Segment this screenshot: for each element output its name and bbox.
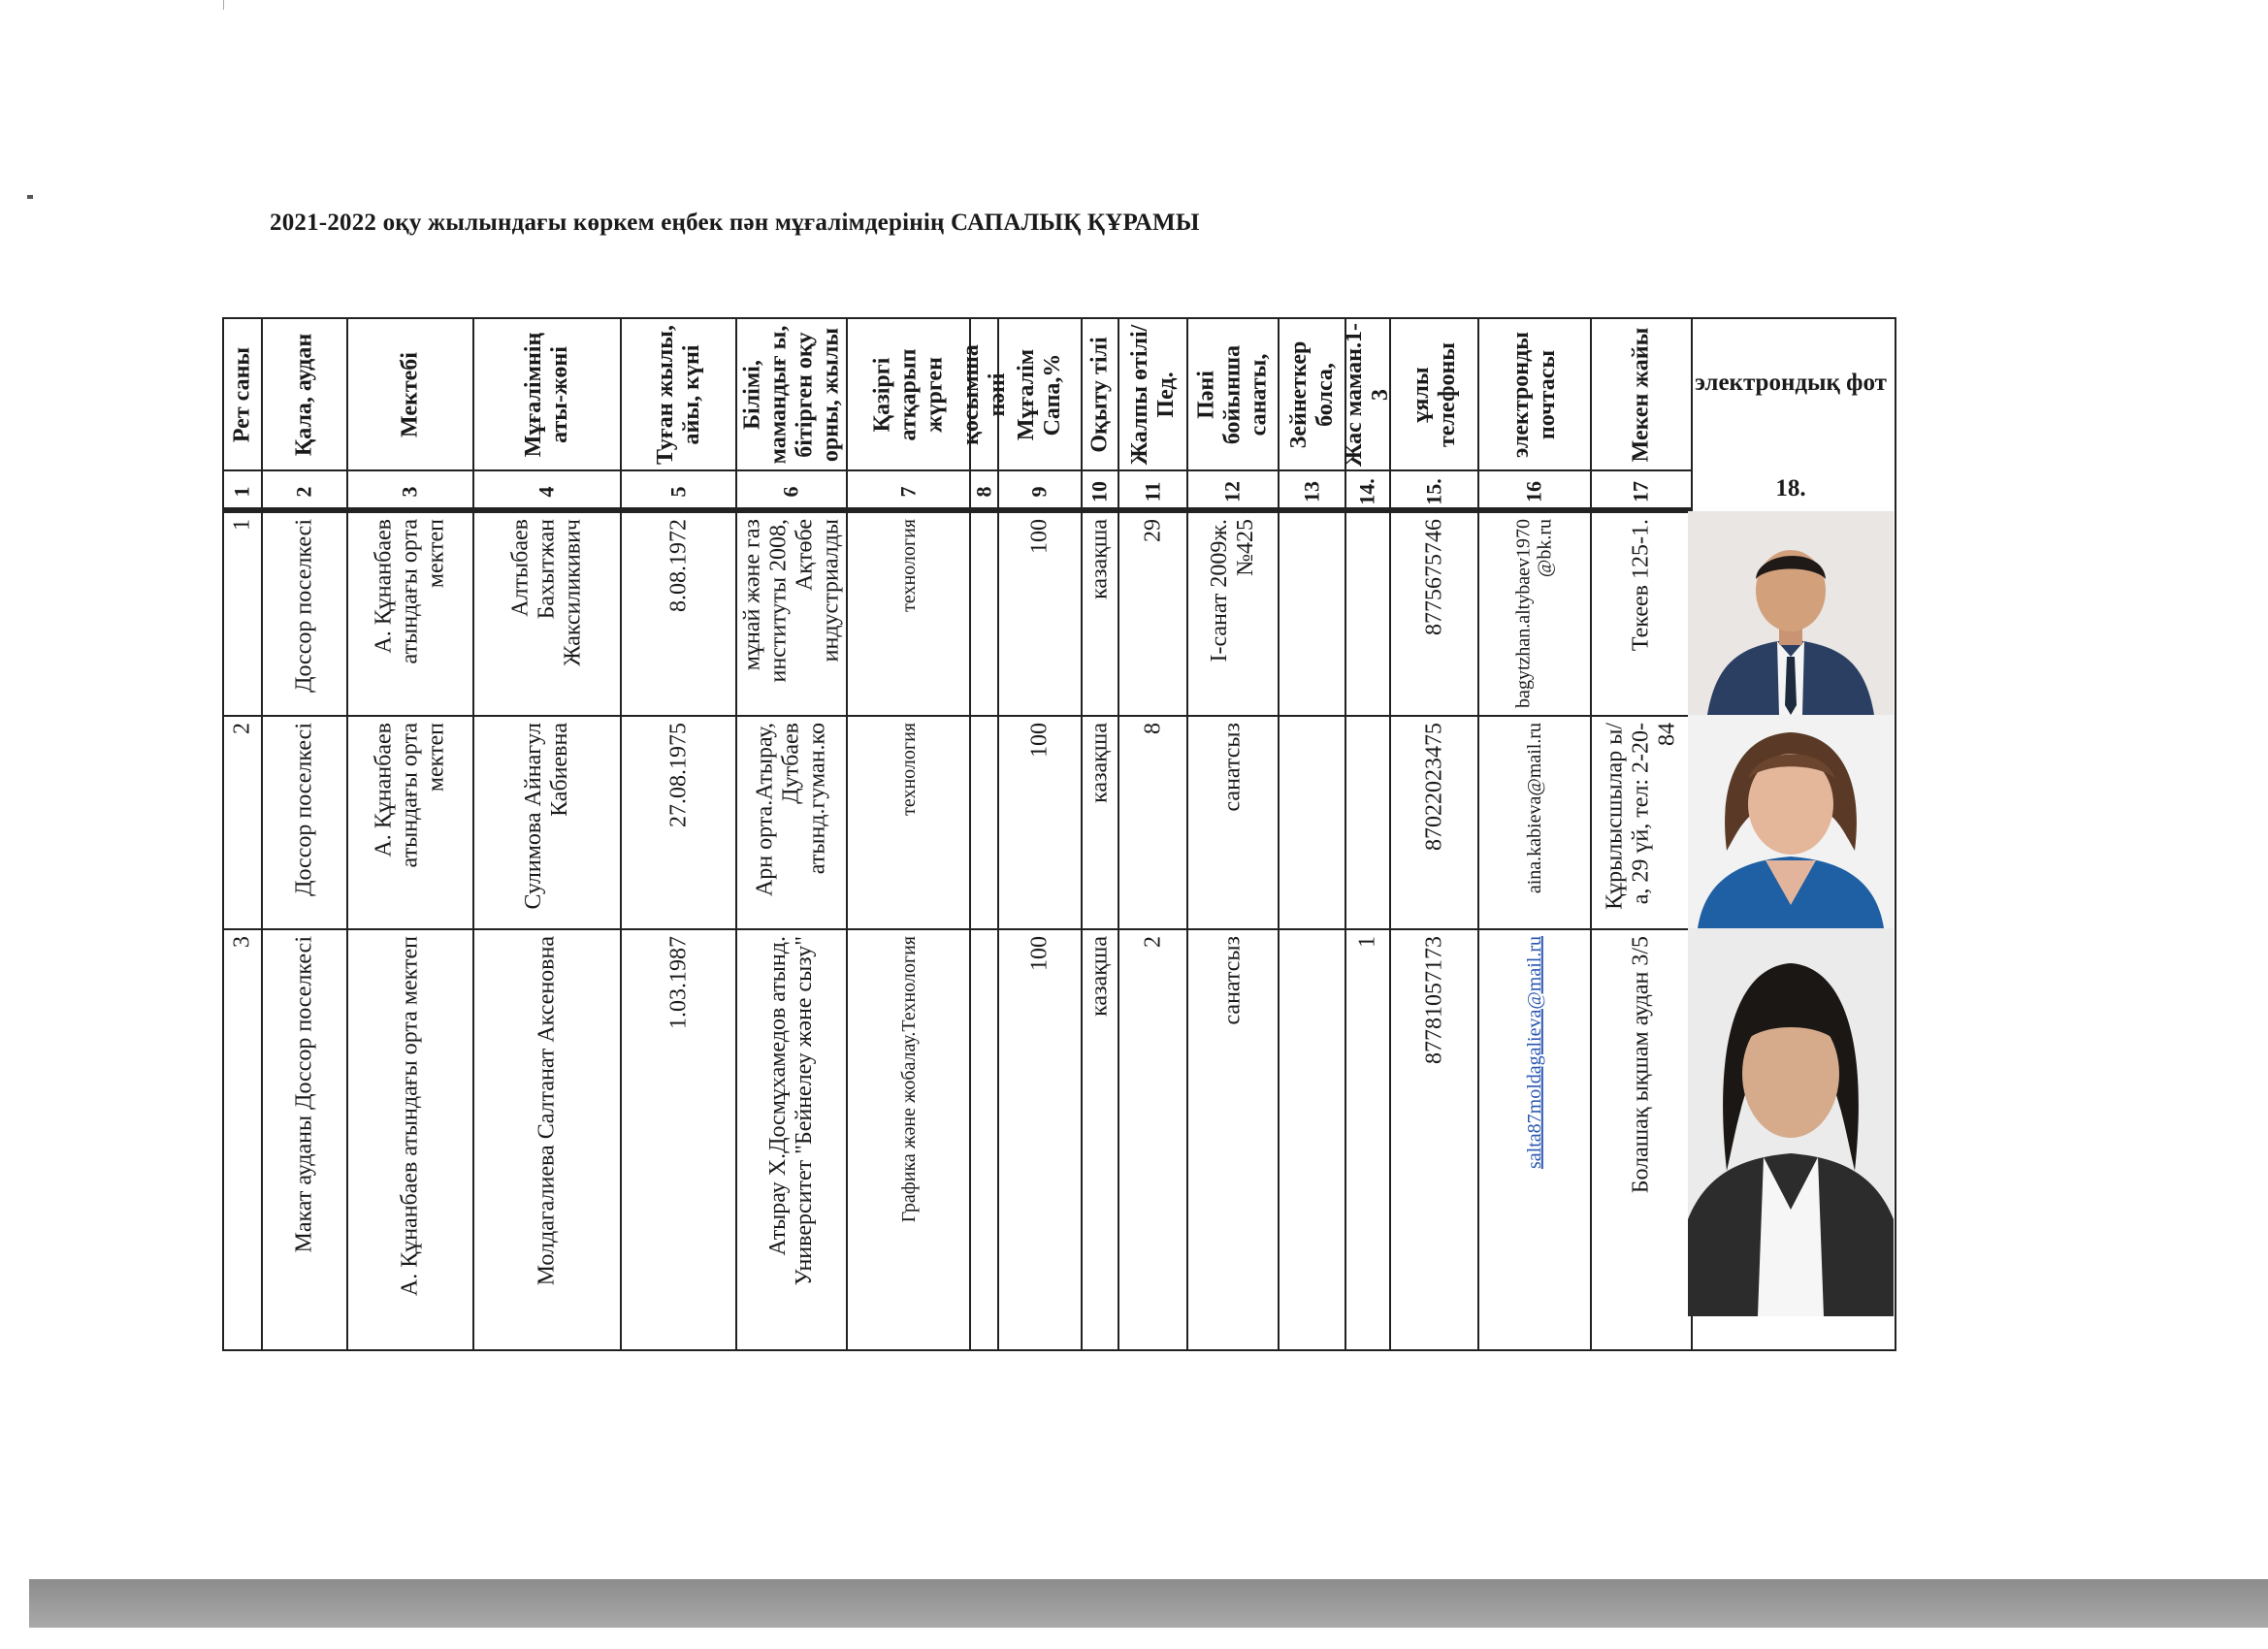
table-column-6 xyxy=(735,317,846,1351)
cell-text: Құрылысшылар ы/а, 29 үй, тел: 2-20-84 xyxy=(1602,723,1680,910)
column-number-label: 10 xyxy=(1086,480,1112,502)
column-header-7 xyxy=(848,317,969,469)
column-header-label: Қазіргі атқарып жүрген xyxy=(869,348,947,440)
column-header-4 xyxy=(474,317,620,469)
column-header-label: Зейнеткер болса, xyxy=(1285,340,1338,448)
table-cell xyxy=(848,511,969,715)
cell-text: Атырау Х.Досмұхамедов атынд. Университет "Бейнелеу және сызу" xyxy=(765,936,817,1286)
cell-text: 1 xyxy=(229,519,255,531)
scan-edge xyxy=(29,1579,2268,1628)
cell-text: санатсыз xyxy=(1219,723,1246,812)
table-cell xyxy=(1391,928,1477,1351)
cell-text: 8.08.1972 xyxy=(665,519,692,612)
table-cell xyxy=(622,715,735,928)
column-header-17 xyxy=(1592,317,1691,469)
column-header-10 xyxy=(1083,317,1118,469)
column-number-2 xyxy=(263,469,346,511)
column-number-label: 7 xyxy=(895,486,921,497)
column-number-label: 16 xyxy=(1521,480,1546,502)
table-cell xyxy=(1280,511,1345,715)
column-number-label: 15. xyxy=(1421,477,1446,505)
document-title: 2021-2022 оқу жылындағы көркем еңбек пән мұғалімдерінің САПАЛЫҚ ҚҰРАМЫ xyxy=(270,210,1200,236)
cell-text: казақша xyxy=(1086,723,1113,803)
table-column-7 xyxy=(846,317,969,1351)
column-number-10 xyxy=(1083,469,1118,511)
table-cell xyxy=(1083,511,1118,715)
column-header-label: Мектебі xyxy=(397,351,423,437)
column-header-label: Оқыту тілі xyxy=(1086,336,1113,453)
cell-text: 2 xyxy=(1140,936,1166,948)
table-cell xyxy=(1479,928,1590,1351)
table-cell xyxy=(1592,511,1691,715)
cell-text: 8775675746 xyxy=(1421,519,1447,635)
table-cell xyxy=(971,715,997,928)
column-number-1 xyxy=(224,469,261,511)
column-number-label: 12 xyxy=(1219,480,1245,502)
table-column-15 xyxy=(1389,317,1477,1351)
table-cell xyxy=(348,928,472,1351)
column-header-label: Қала, аудан xyxy=(291,333,317,456)
column-number-15 xyxy=(1391,469,1477,511)
column-header-8 xyxy=(957,317,1010,469)
table-cell xyxy=(1188,715,1278,928)
cell-text: Доссор поселкесі xyxy=(291,519,317,693)
cell-text: Алтыбаев Бахытжан Жаксиликивич xyxy=(507,519,586,666)
table-cell xyxy=(848,715,969,928)
column-number-label: 2 xyxy=(291,486,316,497)
email-text[interactable]: salta87moldagalieva@mail.ru xyxy=(1523,936,1545,1170)
column-number-label: 1 xyxy=(229,486,254,497)
cell-text: А. Құнанбаев атындағы орта мектеп xyxy=(397,936,423,1297)
table-cell xyxy=(999,511,1081,715)
cell-text: Доссор поселкесі xyxy=(291,723,317,896)
table-cell xyxy=(1188,511,1278,715)
cell-text: Арн орта.Атырау, Дутбаев атынд.гуман.ко xyxy=(752,723,830,897)
table-column-1 xyxy=(222,317,261,1351)
table-cell xyxy=(1346,511,1389,715)
table-column-5 xyxy=(620,317,735,1351)
table-cell xyxy=(1592,715,1691,928)
cell-text: 27.08.1975 xyxy=(665,723,692,827)
table-column-8 xyxy=(957,317,1010,1351)
cell-text: I-санат 2009ж. №425 xyxy=(1207,519,1258,663)
table-cell xyxy=(474,511,620,715)
table-column-16 xyxy=(1477,317,1590,1351)
table-cell xyxy=(348,715,472,928)
column-number-13 xyxy=(1280,469,1345,511)
column-number-label: 4 xyxy=(534,486,559,497)
table-column-17 xyxy=(1590,317,1691,1351)
teacher-photo-female xyxy=(1688,928,1894,1316)
column-number-label: 17 xyxy=(1628,480,1653,502)
column-number-7 xyxy=(848,469,969,511)
cell-text: Макат ауданы Доссор поселкесі xyxy=(291,936,317,1253)
column-header-5 xyxy=(622,317,735,469)
column-number-12 xyxy=(1188,469,1278,511)
cell-text: Молдагалиева Салтанат Аксеновна xyxy=(534,936,560,1286)
table-cell xyxy=(263,511,346,715)
table-cell xyxy=(1479,511,1590,715)
column-header-14 xyxy=(1342,317,1393,469)
column-header-18: электрондық фот xyxy=(1695,370,1887,396)
column-number-18: 18. xyxy=(1775,475,1806,501)
table-cell xyxy=(1280,715,1345,928)
column-header-2 xyxy=(263,317,346,469)
teachers-table xyxy=(222,317,1896,1351)
table-cell xyxy=(1119,928,1186,1351)
table-column-14 xyxy=(1342,317,1393,1351)
cell-text: 29 xyxy=(1140,519,1166,542)
table-cell xyxy=(1346,928,1389,1351)
scan-edge-mark xyxy=(223,0,224,10)
column-header-label: Туған жылы, айы, күні xyxy=(652,324,704,465)
column-header-label: Мұғалім Сапа,% xyxy=(1014,348,1065,440)
table-column-13 xyxy=(1278,317,1345,1351)
column-header-label: Мұғалімнің аты-жөні xyxy=(521,332,572,457)
email-text[interactable]: bagytzhan.altybaev1970@bk.ru xyxy=(1512,519,1556,708)
cell-text: Текеев 125-1. xyxy=(1628,519,1654,652)
cell-text: казақша xyxy=(1086,936,1113,1017)
column-number-14 xyxy=(1346,469,1389,511)
table-cell xyxy=(1391,715,1477,928)
table-column-10 xyxy=(1081,317,1118,1351)
cell-text: 1 xyxy=(1354,936,1380,948)
column-header-13 xyxy=(1280,317,1345,469)
column-number-label: 5 xyxy=(665,486,691,497)
cell-text: А. Құнанбаев атындағы орта мектеп xyxy=(371,519,449,664)
column-number-4 xyxy=(474,469,620,511)
column-number-label: 9 xyxy=(1026,486,1052,497)
column-header-label: Білімі, мамандығ ы, бітірген оқу орны, жылы xyxy=(739,325,843,464)
table-column-2 xyxy=(261,317,346,1351)
table-cell xyxy=(263,928,346,1351)
table-cell xyxy=(737,715,846,928)
column-number-5 xyxy=(622,469,735,511)
table-cell xyxy=(737,928,846,1351)
table-column-3 xyxy=(346,317,472,1351)
table-cell xyxy=(474,928,620,1351)
table-cell xyxy=(1188,928,1278,1351)
table-bottom-border xyxy=(222,1349,1896,1351)
column-header-6 xyxy=(737,317,846,469)
table-column-11 xyxy=(1118,317,1186,1351)
column-header-11 xyxy=(1119,317,1186,469)
column-number-3 xyxy=(348,469,472,511)
table-cell xyxy=(1391,511,1477,715)
table-column-12 xyxy=(1186,317,1278,1351)
cell-text: 87781057173 xyxy=(1421,936,1447,1064)
table-cell xyxy=(1119,715,1186,928)
cell-text: санатсыз xyxy=(1219,936,1246,1025)
column-header-label: Мекен жайы xyxy=(1628,327,1654,462)
header-divider xyxy=(222,507,1691,511)
table-cell xyxy=(224,715,261,928)
table-cell xyxy=(622,928,735,1351)
cell-text: казақша xyxy=(1086,519,1113,599)
cell-text: 3 xyxy=(229,936,255,948)
column-number-8 xyxy=(971,469,997,511)
teacher-photo-male xyxy=(1688,511,1894,715)
teacher-photo-female xyxy=(1688,715,1894,928)
column-number-label: 11 xyxy=(1140,481,1165,501)
table-cell xyxy=(622,511,735,715)
column-number-9 xyxy=(999,469,1081,511)
cell-text: технология xyxy=(897,723,920,816)
table-cell xyxy=(971,928,997,1351)
table-column-9 xyxy=(997,317,1081,1351)
column-header-label: Пәні бойынша санаты, xyxy=(1193,344,1272,444)
column-header-label: Жас маман.1-3 xyxy=(1342,322,1393,467)
column-header-label: қосымша пәні xyxy=(957,343,1010,445)
table-cell xyxy=(971,511,997,715)
email-text[interactable]: aina.kabieva@mail.ru xyxy=(1523,723,1545,894)
table-cell xyxy=(224,928,261,1351)
table-cell xyxy=(848,928,969,1351)
table-cell xyxy=(1592,928,1691,1351)
scan-speck xyxy=(27,195,33,199)
table-cell xyxy=(999,715,1081,928)
table-cell xyxy=(263,715,346,928)
column-header-9 xyxy=(999,317,1081,469)
table-cell xyxy=(1119,511,1186,715)
column-header-15 xyxy=(1391,317,1477,469)
column-number-label: 6 xyxy=(778,486,803,497)
column-header-16 xyxy=(1479,317,1590,469)
column-header-label: Рет саны xyxy=(229,346,255,442)
column-number-6 xyxy=(737,469,846,511)
cell-text: 100 xyxy=(1026,723,1053,758)
table-cell xyxy=(1479,715,1590,928)
table-cell xyxy=(1083,715,1118,928)
table-column-4 xyxy=(472,317,620,1351)
column-number-label: 13 xyxy=(1299,480,1324,502)
table-cell xyxy=(1280,928,1345,1351)
column-header-label: Жалпы өтілі/Пед. xyxy=(1126,324,1179,465)
table-cell xyxy=(999,928,1081,1351)
table-cell xyxy=(348,511,472,715)
cell-text: А. Құнанбаев атындағы орта мектеп xyxy=(371,723,449,868)
cell-text: 2 xyxy=(229,723,255,734)
cell-text: Болашақ ықшам аудан 3/5 xyxy=(1628,936,1654,1194)
table-cell xyxy=(1083,928,1118,1351)
column-header-label: электронды почтасы xyxy=(1508,331,1560,458)
cell-text: 8 xyxy=(1140,723,1166,734)
table-cell xyxy=(474,715,620,928)
column-number-label: 3 xyxy=(397,486,422,497)
table-cell xyxy=(224,511,261,715)
cell-text: технология xyxy=(897,519,920,612)
column-number-17 xyxy=(1592,469,1691,511)
column-number-11 xyxy=(1119,469,1186,511)
cell-text: 100 xyxy=(1026,519,1053,554)
column-header-12 xyxy=(1188,317,1278,469)
table-cell xyxy=(1346,715,1389,928)
cell-text: 87022023475 xyxy=(1421,723,1447,851)
column-header-3 xyxy=(348,317,472,469)
cell-text: 100 xyxy=(1026,936,1053,971)
cell-text: Сулимова Айнагул Кабиевна xyxy=(521,723,572,910)
column-header-1 xyxy=(224,317,261,469)
cell-text: мұнай және газ институты 2008, Ақтөбе индустриалды xyxy=(739,519,843,683)
column-number-16 xyxy=(1479,469,1590,511)
table-cell xyxy=(737,511,846,715)
column-number-label: 8 xyxy=(971,486,996,497)
column-number-label: 14. xyxy=(1354,477,1379,505)
cell-text: 1.03.1987 xyxy=(665,936,692,1029)
column-header-label: ұялы телефоны xyxy=(1408,341,1460,447)
cell-text: Графика және жобалау.Технология xyxy=(897,936,920,1223)
